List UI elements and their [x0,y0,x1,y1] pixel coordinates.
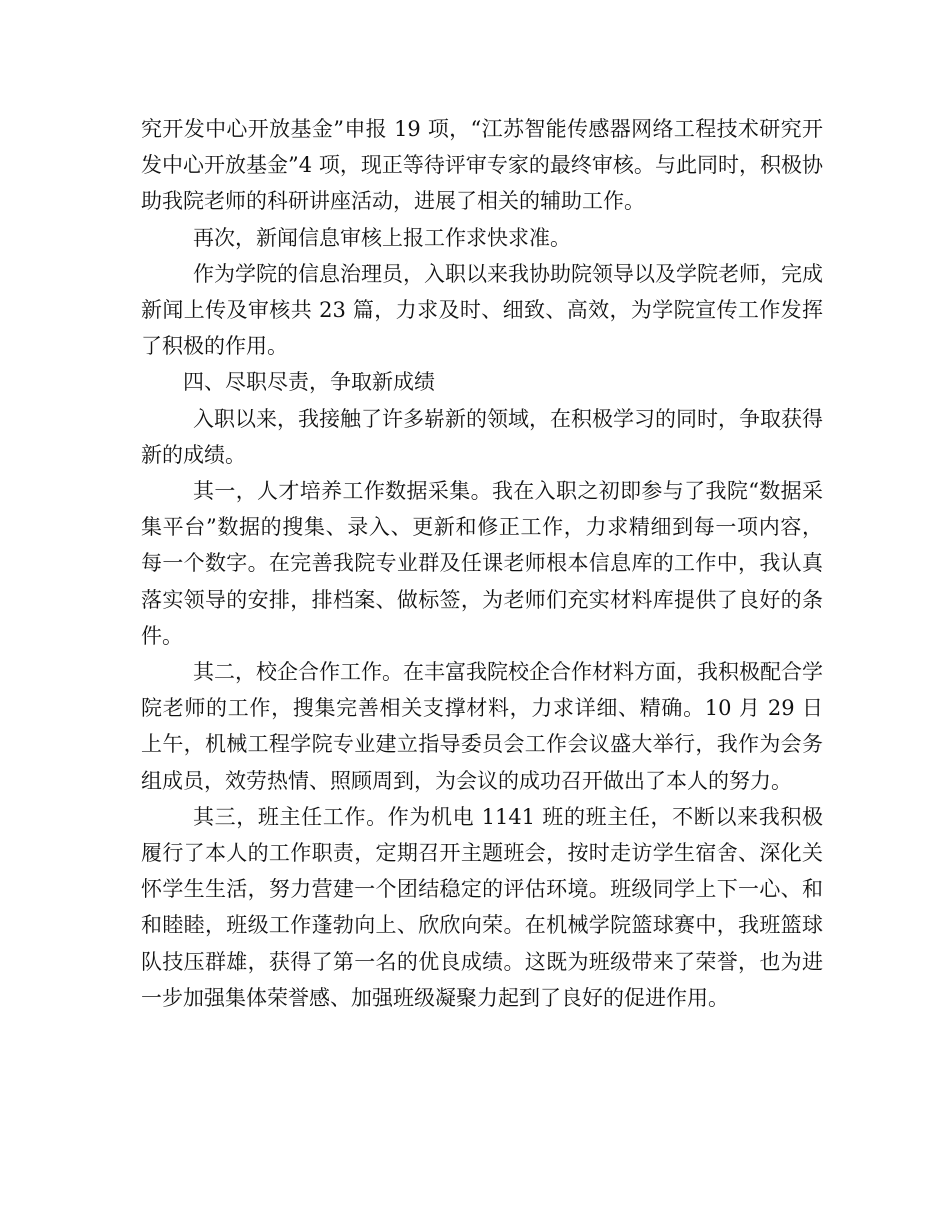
section-heading-4: 四、尽职尽责，争取新成绩 [183,370,435,395]
paragraph-news-review-title: 再次，新闻信息审核上报工作求快求准。 [193,225,571,250]
paragraph-research-funds: 究开发中心开放基金”申报 19 项，“江苏智能传感器网络工程技术研究开发中心开放基金”4 项，现正等待评审专家的最终审核。与此同时，积极协助我院老师的科研讲座活动，进展了相关的辅助工作。 [141,117,823,214]
paragraph-news-review: 作为学院的信息治理员，入职以来我协助院领导以及学院老师，完成新闻上传及审核共 23 篇，力求及时、细致、高效，为学院宣传工作发挥了积极的作用。 [141,261,823,359]
paragraph-class-teacher: 其三，班主任工作。作为机电 1141 班的班主任，不断以来我积极履行了本人的工作职责，定期召开主题班会，按时走访学生宿舍、深化关怀学生生活，努力营建一个团结稳定的评估环境。班级同学上下一心、和和睦睦，班级工作蓬勃向上、欣欣向荣。在机械学院篮球赛中，我班篮球队技压群雄，获得了第一名的优良成绩。这既为班级带来了荣誉，也为进一步加强集体荣誉感、加强班级凝聚力起到了良好的促进作用。 [141,804,823,1010]
paragraph-data-collection: 其一，人才培养工作数据采集。我在入职之初即参与了我院“数据采集平台”数据的搜集、录入、更新和修正工作，力求精细到每一项内容，每一个数字。在完善我院专业群及任课老师根本信息库的工作中，我认真落实领导的安排，排档案、做标签，为老师们充实材料库提供了良好的条件。 [141,479,823,648]
document-body [141,111,823,1016]
paragraph-school-enterprise: 其二，校企合作工作。在丰富我院校企合作材料方面，我积极配合学院老师的工作，搜集完善相关支撑材料，力求详细、精确。10 月 29 日上午，机械工程学院专业建立指导委员会工作会议盛大举行，我作为会务组成员，效劳热情、照顾周到，为会议的成功召开做出了本人的努力。 [141,660,823,793]
paragraph-new-achievements: 入职以来，我接触了许多崭新的领域，在积极学习的同时，争取获得新的成绩。 [141,406,823,467]
